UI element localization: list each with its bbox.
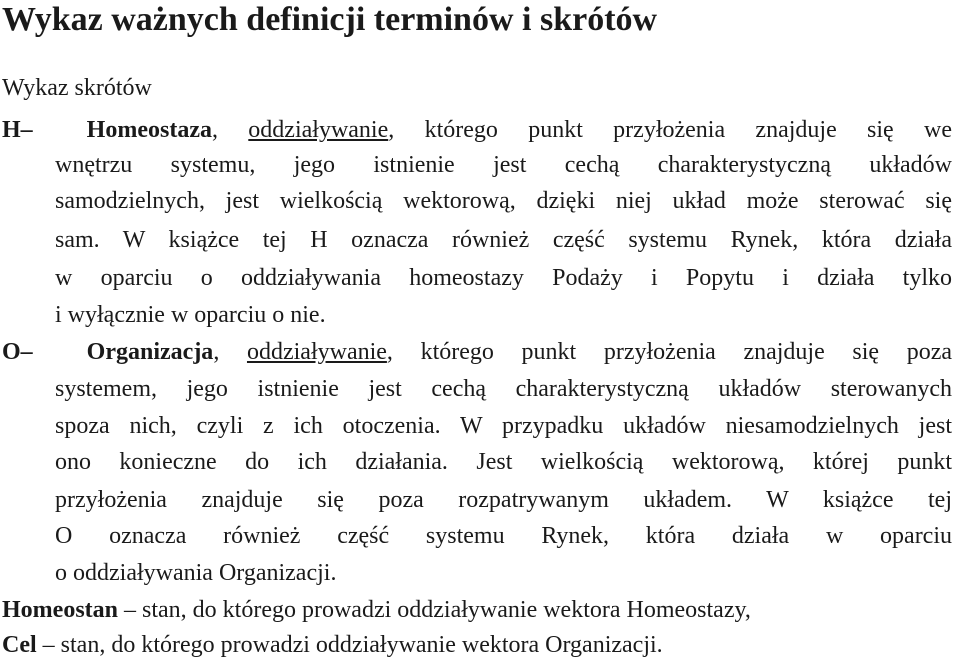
entry-h-line-1: H– Homeostaza, oddziaływanie, którego punkt przyłożenia znajduje się we	[2, 117, 953, 143]
definition-entry-cel	[2, 630, 663, 660]
entry-o-term: O	[2, 339, 21, 365]
entry-cel-text: – stan, do którego prowadzi oddziaływanie wektora Organizacji.	[36, 632, 663, 658]
entry-o-name: Organizacja	[86, 339, 214, 365]
entry-o-dash: –	[20, 339, 33, 365]
entry-o-line-7: o oddziaływania Organizacji.	[55, 560, 337, 586]
entry-h-line-5: w oparciu o oddziaływania homeostazy Podaży i Popytu i działa tylko	[55, 265, 952, 291]
entry-o-line-2: systemem, jego istnienie jest cechą charakterystyczną układów sterowanych	[55, 376, 952, 402]
entry-h-line-4: sam. W książce tej H oznacza również część systemu Rynek, która działa	[55, 227, 952, 253]
entry-h-name: Homeostaza	[86, 117, 212, 143]
entry-h-line-3: samodzielnych, jest wielkością wektorową, dzięki niej układ może sterować się	[55, 188, 952, 214]
entry-o-line-1-rest: , którego punkt przyłożenia znajduje się poza	[386, 339, 952, 365]
entry-homeostan-text: – stan, do którego prowadzi oddziaływanie wektora Homeostazy,	[118, 597, 751, 623]
entry-o-link[interactable]: oddziaływanie	[246, 339, 387, 365]
entry-o-line-1: O– Organizacja, oddziaływanie, którego punkt przyłożenia znajduje się poza	[2, 339, 952, 365]
section-subheading: Wykaz skrótów	[2, 75, 152, 101]
entry-h-link[interactable]: oddziaływanie	[248, 117, 389, 143]
entry-o-line-3: spoza nich, czyli z ich otoczenia. W przypadku układów niesamodzielnych jest	[55, 413, 952, 439]
entry-cel-term: Cel	[2, 632, 37, 658]
entry-h-dash: –	[20, 117, 33, 143]
entry-o-line-5: przyłożenia znajduje się poza rozpatrywanym układem. W książce tej	[55, 487, 952, 513]
entry-o-line-6: O oznacza również część systemu Rynek, która działa w oparciu	[55, 523, 952, 549]
entry-h-line-1-rest: , którego punkt przyłożenia znajduje się we	[388, 117, 953, 143]
entry-homeostan-term: Homeostan	[2, 597, 118, 623]
entry-h-line-6: i wyłącznie w oparciu o nie.	[55, 302, 326, 328]
entry-h-term: H	[2, 117, 21, 143]
entry-o-line-4: ono konieczne do ich działania. Jest wielkością wektorową, której punkt	[55, 449, 952, 475]
entry-h-line-2: wnętrzu systemu, jego istnienie jest cechą charakterystyczną układów	[55, 152, 952, 178]
definition-entry-homeostan	[2, 595, 751, 625]
page-title: Wykaz ważnych definicji terminów i skrótów	[2, 1, 658, 38]
